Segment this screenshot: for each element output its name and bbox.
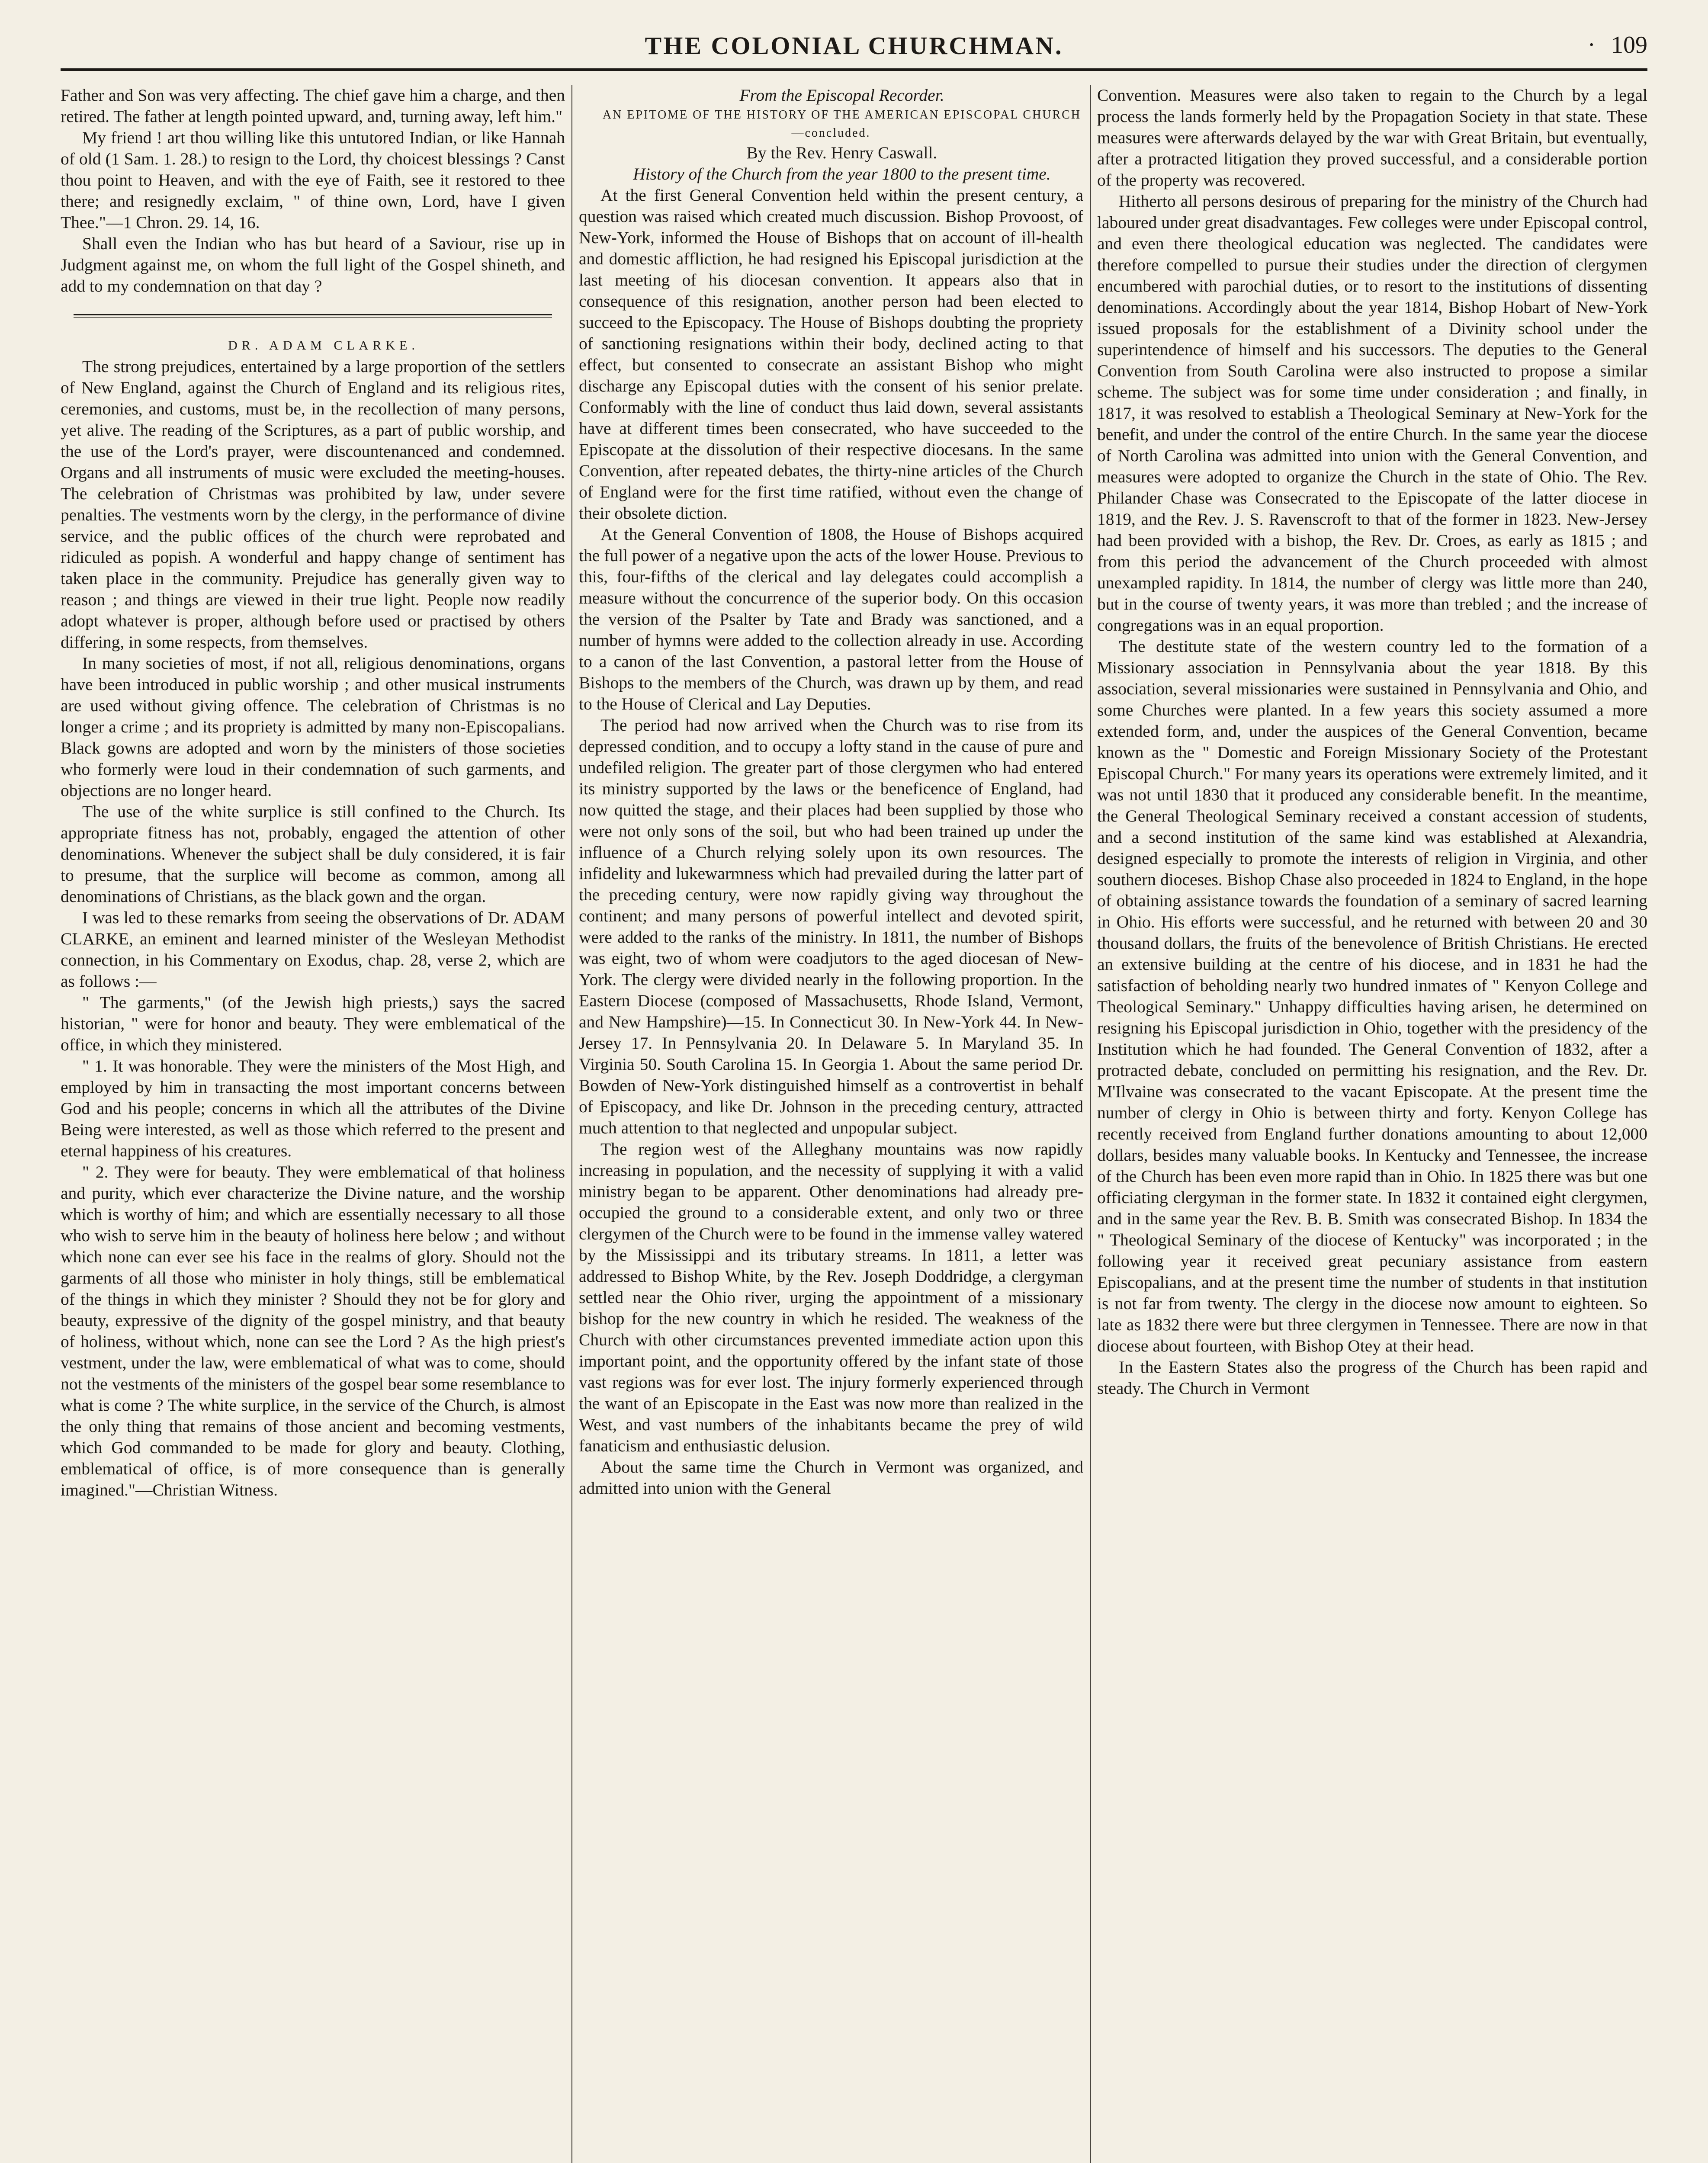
column-3: [1097, 85, 1647, 2163]
running-title: THE COLONIAL CHURCHMAN.: [645, 32, 1063, 60]
article-title-epitome: AN EPITOME OF THE HISTORY OF THE AMERICAN EPISCOPAL CHURCH—concluded.: [602, 108, 1082, 140]
article-subhead: History of the Church from the year 1800 to the present time.: [633, 164, 1051, 183]
article-source: From the Episcopal Recorder.: [739, 86, 944, 105]
paragraph: About the same time the Church in Vermont was organized, and admitted into union with the General: [579, 1457, 1083, 1498]
paragraph: I was led to these remarks from seeing the observations of Dr. ADAM CLARKE, an eminent and learned minister of the Wesleyan Methodist connection, in his Commentary on Exodus, chap. 28, verse 2, which are as follows :—: [61, 908, 565, 991]
paragraph: " 2. They were for beauty. They were emblematical of that holiness and purity, which ever characterize the Divine nature, and the worship which is worthy of him; and which are essentially necessary to all those who wish to serve him in the beauty of holiness here below ; and without which none can ever see his face in the realms of glory. Should not the garments of all those who minister in holy things, still be emblematical of the things in which they minister ? Should they not be for glory and beauty, expressive of the dignity of the gospel ministry, and that beauty of holiness, without which, none can see the Lord ? As the high priest's vestment, under the law, were emblematical of what was to come, should not the vestments of the ministers of the gospel bear some resemblance to what is come ? The white surplice, in the service of the Church, is almost the only thing that remains of those ancient and becoming vestments, which God commanded to be made for glory and beauty. Clothing, emblematical of office, is of more consequence than is generally imagined."—Christian Witness.: [61, 1162, 565, 1499]
paragraph: In many societies of most, if not all, religious denominations, organs have been introduced in public worship ; and other musical instruments are used without giving offence. The celebration of Christmas is no longer a crime ; and its propriety is admitted by many non-Episcopalians. Black gowns are adopted and worn by the ministers of those societies who formerly were loud in their condemnation of such garments, and objections are no longer heard.: [61, 654, 565, 800]
header-rule: [61, 68, 1647, 71]
paragraph: Shall even the Indian who has but heard of a Saviour, rise up in Judgment against me, on whom the full light of the Gospel shineth, and add to my condemnation on that day ?: [61, 234, 565, 295]
column-divider: [1090, 85, 1091, 2163]
column-divider: [571, 85, 572, 2163]
paragraph: " The garments," (of the Jewish high priests,) says the sacred historian, " were for honor and beauty. They were emblematical of the office, in which they ministered.: [61, 993, 565, 1054]
paragraph: The region west of the Alleghany mountains was now rapidly increasing in population, and the necessity of supplying it with a valid ministry began to be apparent. Other denominations had already pre-occupied the ground to a considerable extent, and only two or three clergymen of the Church were to be found in the immense valley watered by the Mississippi and its tributary streams. In 1811, a letter was addressed to Bishop White, by the Rev. Joseph Doddridge, a clergyman settled near the Ohio river, urging the appointment of a missionary bishop for the new country in which he resided. The weakness of the Church with other circumstances prevented immediate action upon this important point, and the opportunity offered by the infant state of those vast regions was for ever lost. The injury formerly experienced through the want of an Episcopate in the East was now more than realized in the West, and vast numbers of the inhabitants became the prey of wild fanaticism and enthusiastic delusion.: [579, 1139, 1083, 1455]
paragraph: Hitherto all persons desirous of preparing for the ministry of the Church had laboured under great disadvantages. Few colleges were under Episcopal control, and even there theological education was neglected. The candidates were therefore compelled to pursue their studies under the direction of clergymen encumbered with parochial duties, or to resort to the institutions of dissenting denominations. Accordingly about the year 1814, Bishop Hobart of New-York issued proposals for the establishment of a Divinity school under the superintendence of himself and his successors. The deputies to the General Convention from South Carolina were also instructed to propose a similar scheme. The subject was for some time under consideration ; and finally, in 1817, it was resolved to establish a Theological Seminary at New-York for the benefit, and under the control of the entire Church. In the same year the diocese of North Carolina was admitted into union with the General Convention, and measures were adopted to organize the Church in the state of Ohio. The Rev. Philander Chase was Consecrated to the Episcopate of the latter diocese in 1819, and the Rev. J. S. Ravenscroft to that of the former in 1823. New-Jersey had been provided with a bishop, the Rev. Dr. Croes, as early as 1815 ; and from this period the advancement of the Church proceeded with almost unexampled rapidity. In 1814, the number of clergy was little more than 240, but in the course of twenty years, it was more than trebled ; and the increase of congregations was in an equal proportion.: [1097, 192, 1647, 635]
section-rule: [74, 314, 552, 318]
paragraph: Father and Son was very affecting. The chief gave him a charge, and then retired. The father at length pointed upward, and, turning away, left him.": [61, 86, 565, 126]
paragraph: The strong prejudices, entertained by a large proportion of the settlers of New England, against the Church of England and its religious rites, ceremonies, and customs, must be, in the recollection of many persons, yet alive. The reading of the Scriptures, as a part of public worship, and the use of the Lord's prayer, were discountenanced and condemned. Organs and all instruments of music were excluded the meeting-houses. The celebration of Christmas was prohibited by law, under severe penalties. The vestments worn by the clergy, in the performance of divine service, and the public offices of the church were reprobated and ridiculed as popish. A wonderful and happy change of sentiment has taken place in the community. Prejudice has generally given way to reason ; and things are viewed in their true light. People now readily adopt whatever is proper, although before used or practised by others differing, in some respects, from themselves.: [61, 357, 565, 651]
paragraph: " 1. It was honorable. They were the ministers of the Most High, and employed by him in transacting the most important concerns between God and his people; concerns in which all the attributes of the Divine Being were interested, as well as those which referred to the present and eternal happiness of his creatures.: [61, 1056, 565, 1160]
running-head: [61, 31, 1647, 66]
paragraph: Convention. Measures were also taken to regain to the Church by a legal process the lands formerly held by the Propagation Society in that state. These measures were afterwards delayed by the war with Great Britain, but eventually, after a protracted litigation they proved successful, and a considerable portion of the property was recovered.: [1097, 86, 1647, 189]
article-byline: By the Rev. Henry Caswall.: [746, 143, 937, 162]
paragraph: At the first General Convention held within the present century, a question was raised which created much discussion. Bishop Provoost, of New-York, informed the House of Bishops that on account of ill-health and domestic affliction, he had resigned his Episcopal jurisdiction at the last meeting of his diocesan convention. It appears also that in consequence of this resignation, another person had been elected to succeed to the Episcopacy. The House of Bishops doubting the propriety of sanctioning resignations within their body, declined acting to that effect, but consented to consecrate an assistant Bishop who might discharge any Episcopal duties with the consent of his senior prelate. Conformably with the line of conduct thus laid down, several assistants have at different times been consecrated, who have succeeded to the Episcopate at the dissolution of their respective diocesans. In the same Convention, after repeated debates, the thirty-nine articles of the Church of England were for the first time ratified, without even the change of their obsolete diction.: [579, 186, 1083, 523]
column-1: [61, 85, 565, 2163]
paragraph: The period had now arrived when the Church was to rise from its depressed condition, and to occupy a lofty stand in the cause of pure and undefiled religion. The greater part of those clergymen who had entered its ministry supported by the laws or the beneficence of England, had now quitted the stage, and their places had been supplied by those who were not only sons of the soil, but who had been trained up under the influence of a Church relying solely upon its own resources. The infidelity and lukewarmness which had prevailed during the latter part of the preceding century, were now rapidly giving way throughout the continent; and many persons of powerful intellect and devoted spirit, were added to the ranks of the ministry. In 1811, the number of Bishops was eight, two of whom were coadjutors to the aged diocesan of New-York. The clergy were divided nearly in the following proportion. In the Eastern Diocese (composed of Massachusetts, Rhode Island, Vermont, and New Hampshire)—15. In Connecticut 30. In New-York 44. In New-Jersey 17. In Pennsylvania 20. In Delaware 5. In Maryland 35. In Virginia 50. South Carolina 15. In Georgia 1. About the same period Dr. Bowden of New-York distinguished himself as a controvertist in behalf of Episcopacy, and like Dr. Johnson in the preceding century, attracted much attention to that neglected and unpopular subject.: [579, 716, 1083, 1137]
paragraph: At the General Convention of 1808, the House of Bishops acquired the full power of a negative upon the acts of the lower House. Previous to this, four-fifths of the clerical and lay delegates could accomplish a measure without the concurrence of the superior body. On this occasion the version of the Psalter by Tate and Brady was sanctioned, and a number of hymns were added to the collection already in use. According to a canon of the last Convention, a pastoral letter from the House of Bishops to the members of the Church, was drawn up by them, and read to the House of Clerical and Lay Deputies.: [579, 525, 1083, 713]
paragraph: My friend ! art thou willing like this untutored Indian, or like Hannah of old (1 Sam. 1. 28.) to resign to the Lord, thy choicest blessings ? Canst thou point to Heaven, and with the eye of Faith, see it restored to thee there; and resignedly exclaim, " of thine own, Lord, have I given Thee."—1 Chron. 29. 14, 16.: [61, 128, 565, 232]
page-number: 109: [1611, 32, 1647, 58]
paragraph: The use of the white surplice is still confined to the Church. Its appropriate fitness has not, probably, engaged the attention of other denominations. Whenever the subject shall be duly considered, it is fair to presume, that the surplice will become as common, among all denominations of Christians, as the black gown and the organ.: [61, 802, 565, 906]
page-mark: ·: [1587, 32, 1596, 58]
article-title-adam-clarke: DR. ADAM CLARKE.: [228, 338, 419, 353]
column-2: [579, 85, 1083, 2163]
paragraph: The destitute state of the western country led to the formation of a Missionary association in Pennsylvania about the year 1818. By this association, several missionaries were sustained in Pennsylvania and Ohio, and some Churches were planted. In a few years this society assumed a more extended form, and, under the auspices of the General Convention, became known as the " Domestic and Foreign Missionary Society of the Protestant Episcopal Church." For many years its operations were extremely limited, and it was not until 1830 that it produced any considerable benefit. In the meantime, the General Theological Seminary received a constant accession of students, and a second institution of the same kind was established at Alexandria, designed especially to promote the interests of religion in Virginia, and other southern dioceses. Bishop Chase also proceeded in 1824 to England, in the hope of obtaining assistance towards the foundation of a seminary of sacred learning in Ohio. His efforts were successful, and he returned with between 20 and 30 thousand dollars, the fruits of the benevolence of British Christians. He erected an extensive building at the centre of his diocese, and in 1831 he had the satisfaction of beholding nearly two hundred inmates of " Kenyon College and Theological Seminary." Unhappy difficulties having arisen, he determined on resigning his Episcopal jurisdiction in Ohio, together with the presidency of the Institution which he had founded. The General Convention of 1832, after a protracted debate, concluded on permitting his resignation, and the Rev. Dr. M'Ilvaine was consecrated to the vacant Episcopate. At the present time the number of clergy in Ohio is between thirty and forty. Kenyon College has recently received from England further donations amounting to about 12,000 dollars, besides many valuable books. In Kentucky and Tennessee, the increase of the Church has been even more rapid than in Ohio. In 1825 there was but one officiating clergyman in the former state. In 1832 it contained eight clergymen, and in the same year the Rev. B. B. Smith was consecrated Bishop. In 1834 the " Theological Seminary of the diocese of Kentucky" was incorporated ; in the following year it received great pecuniary assistance from eastern Episcopalians, and at the present time the number of students in that institution is not far from twenty. The clergy in the diocese now amount to eighteen. So late as 1832 there were but three clergymen in Tennessee. There are now in that diocese about fourteen, with Bishop Otey at their head.: [1097, 637, 1647, 1355]
paragraph: In the Eastern States also the progress of the Church has been rapid and steady. The Church in Vermont: [1097, 1357, 1647, 1398]
